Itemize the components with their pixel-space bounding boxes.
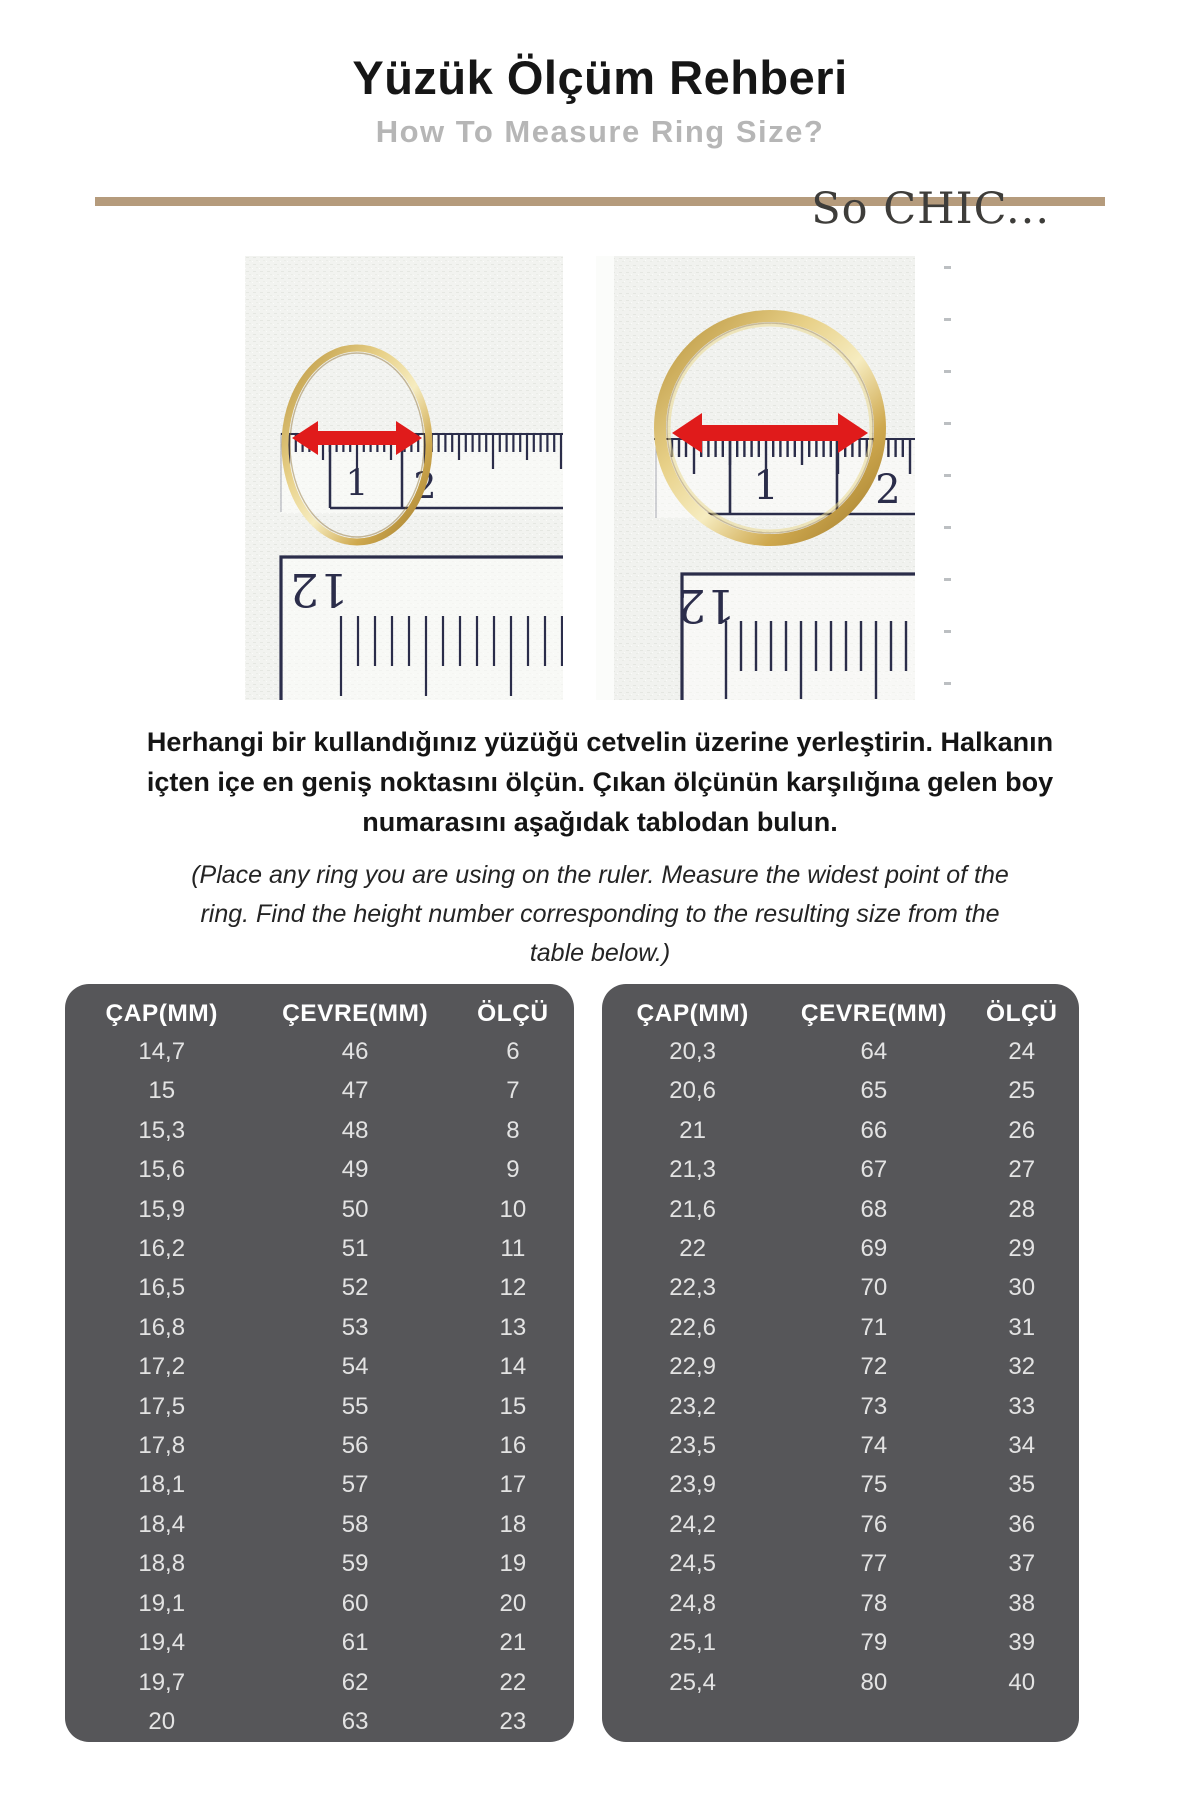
table-row — [602, 1544, 1079, 1583]
table-row — [602, 1268, 1079, 1307]
ruler-number: 1 — [753, 463, 779, 509]
table-header-row — [65, 984, 574, 1032]
table-cell: 46 — [341, 1038, 369, 1065]
table-row — [602, 1032, 1079, 1071]
table-cell: 18 — [499, 1510, 527, 1538]
table-row — [602, 1426, 1079, 1465]
table-row — [65, 1111, 574, 1150]
table-cell: 16 — [499, 1432, 527, 1460]
table-cell: 69 — [860, 1235, 888, 1263]
table-cell: 24,5 — [669, 1550, 716, 1578]
table-cell: 21 — [679, 1116, 706, 1144]
table-cell: 73 — [860, 1392, 888, 1420]
table-cell: 76 — [860, 1510, 888, 1538]
instruction-line: ring. Find the height number corresponding to the resulting size from the — [200, 900, 1000, 928]
table-cell: 30 — [1008, 1274, 1036, 1302]
table-cell: 7 — [506, 1077, 520, 1105]
table-cell: 56 — [341, 1432, 369, 1460]
table-cell: 16,2 — [138, 1235, 186, 1263]
ruler-number: 1 — [345, 463, 369, 505]
table-cell: 37 — [1008, 1550, 1036, 1578]
table-cell: 79 — [860, 1629, 888, 1657]
table-cell: 20,3 — [669, 1038, 716, 1065]
table-cell: 77 — [860, 1550, 888, 1578]
table-cell: 72 — [860, 1353, 888, 1381]
table-cell: 19,4 — [138, 1629, 186, 1657]
table-row — [602, 1229, 1079, 1268]
table-cell: 34 — [1008, 1432, 1036, 1460]
table-row — [602, 1150, 1079, 1189]
ring-photo-left — [245, 256, 563, 700]
dash-marks — [944, 266, 951, 696]
table-cell: 74 — [860, 1432, 888, 1460]
table-cell: 67 — [860, 1156, 888, 1184]
header-cevre: ÇEVRE(MM) — [282, 1000, 429, 1027]
header-cevre: ÇEVRE(MM) — [800, 1000, 947, 1027]
header-cap: ÇAP(MM) — [105, 1000, 218, 1027]
instruction-line: numarasını aşağıdak tablodan bulun. — [362, 807, 838, 837]
table-cell: 15,3 — [138, 1116, 186, 1144]
instruction-line: içten içe en geniş noktasını ölçün. Çıkan ölçünün karşılığına gelen boy — [146, 767, 1054, 797]
table-cell: 32 — [1008, 1353, 1036, 1381]
table-row — [602, 1347, 1079, 1386]
table-cell: 15,9 — [138, 1195, 186, 1223]
table-cell: 20,6 — [669, 1077, 716, 1105]
table-cell: 21,3 — [669, 1156, 716, 1184]
ring-photo-left-svg — [245, 256, 563, 700]
table-cell: 48 — [341, 1116, 369, 1144]
table-row — [65, 1663, 574, 1702]
table-cell: 25 — [1008, 1077, 1036, 1105]
table-cell: 35 — [1008, 1471, 1036, 1499]
table-row — [65, 1347, 574, 1386]
table-cell: 8 — [506, 1116, 520, 1144]
table-cell: 75 — [860, 1471, 888, 1499]
table-cell: 27 — [1008, 1156, 1036, 1184]
table-cell: 14,7 — [138, 1038, 186, 1065]
table-cell: 22 — [679, 1235, 706, 1263]
table-cell: 14 — [499, 1353, 527, 1381]
table-cell: 25,1 — [669, 1629, 716, 1657]
table-cell: 50 — [341, 1195, 369, 1223]
table-row — [65, 1150, 574, 1189]
table-row — [602, 1663, 1079, 1702]
table-row — [65, 1071, 574, 1110]
table-cell: 51 — [341, 1235, 369, 1263]
table-cell: 61 — [341, 1629, 369, 1657]
table-row — [602, 1623, 1079, 1662]
table-cell: 49 — [341, 1156, 369, 1184]
table-cell: 23,9 — [669, 1471, 716, 1499]
table-cell: 70 — [860, 1274, 888, 1302]
table-row — [602, 1111, 1079, 1150]
table-cell: 57 — [341, 1471, 369, 1499]
instruction-line: (Place any ring you are using on the ruler. Measure the widest point of the — [191, 861, 1009, 889]
table-cell: 26 — [1008, 1116, 1036, 1144]
table-cell: 6 — [506, 1038, 520, 1065]
table-cell: 52 — [341, 1274, 369, 1302]
table-cell: 22,9 — [669, 1353, 716, 1381]
table-cell: 24,8 — [669, 1589, 716, 1617]
table-row — [65, 1584, 574, 1623]
table-cell: 19,7 — [138, 1668, 186, 1696]
header-olcu: ÖLÇÜ — [477, 1000, 549, 1027]
size-table-left — [65, 984, 574, 1742]
table-cell: 21 — [499, 1629, 527, 1657]
table-row — [602, 1584, 1079, 1623]
table-row — [65, 1465, 574, 1504]
table-cell: 17 — [499, 1471, 527, 1499]
table-cell: 65 — [860, 1077, 888, 1105]
table-row — [602, 1465, 1079, 1504]
table-cell: 17,8 — [138, 1432, 186, 1460]
table-row — [65, 1308, 574, 1347]
table-cell: 36 — [1008, 1510, 1036, 1538]
table-cell: 17,5 — [138, 1392, 186, 1420]
table-cell: 25,4 — [669, 1668, 716, 1696]
table-cell: 59 — [341, 1550, 369, 1578]
table-cell: 71 — [860, 1313, 888, 1341]
table-row — [602, 1387, 1079, 1426]
table-cell: 47 — [341, 1077, 369, 1105]
ruler-number: 2 — [413, 466, 437, 508]
table-cell: 58 — [341, 1510, 369, 1538]
table-cell: 39 — [1008, 1629, 1036, 1657]
table-cell: 16,8 — [138, 1313, 186, 1341]
table-cell: 15 — [499, 1392, 527, 1420]
table-cell: 80 — [860, 1668, 888, 1696]
table-header-row — [602, 984, 1079, 1032]
table-cell: 23,5 — [669, 1432, 716, 1460]
table-cell: 55 — [341, 1392, 369, 1420]
table-cell: 9 — [506, 1156, 520, 1184]
table-cell: 23,2 — [669, 1392, 716, 1420]
table-cell: 19 — [499, 1550, 527, 1578]
table-row — [65, 1623, 574, 1662]
brand-logo: So CHIC... — [811, 184, 1050, 234]
table-cell: 62 — [341, 1668, 369, 1696]
instructions-english — [0, 856, 1200, 973]
table-cell: 66 — [860, 1116, 888, 1144]
table-cell: 17,2 — [138, 1353, 186, 1381]
table-cell: 24 — [1008, 1038, 1036, 1065]
table-row — [602, 1071, 1079, 1110]
header-cap: ÇAP(MM) — [636, 1000, 749, 1027]
table-cell: 12 — [499, 1274, 527, 1302]
table-cell: 38 — [1008, 1589, 1036, 1617]
table-cell: 23 — [499, 1707, 527, 1735]
table-row — [65, 1505, 574, 1544]
table-cell: 22,6 — [669, 1313, 716, 1341]
table-cell: 53 — [341, 1313, 369, 1341]
page-title: Yüzük Ölçüm Rehberi — [352, 51, 848, 104]
table-cell: 20 — [148, 1707, 176, 1735]
table-cell: 15,6 — [138, 1156, 186, 1184]
table-cell: 64 — [860, 1038, 888, 1065]
instruction-line: Herhangi bir kullandığınız yüzüğü cetvelin üzerine yerleştirin. Halkanın — [146, 727, 1054, 757]
table-cell: 20 — [499, 1589, 527, 1617]
table-row — [65, 1544, 574, 1583]
table-cell: 21,6 — [669, 1195, 716, 1223]
table-cell: 78 — [860, 1589, 888, 1617]
table-cell: 13 — [499, 1313, 527, 1341]
table-cell: 18,8 — [138, 1550, 186, 1578]
table-row — [602, 1308, 1079, 1347]
table-row — [65, 1229, 574, 1268]
table-cell: 19,1 — [138, 1589, 186, 1617]
table-cell: 60 — [341, 1589, 369, 1617]
size-table-right — [602, 984, 1079, 1742]
table-cell: 24,2 — [669, 1510, 716, 1538]
table-cell: 28 — [1008, 1195, 1036, 1223]
header-olcu: ÖLÇÜ — [986, 1000, 1058, 1027]
table-row — [65, 1032, 574, 1071]
table-row — [65, 1268, 574, 1307]
ring-photo-right-svg — [596, 256, 915, 700]
ring-photo-right — [596, 256, 915, 700]
table-cell: 15 — [148, 1077, 176, 1105]
table-cell: 10 — [499, 1195, 527, 1223]
table-cell: 22,3 — [669, 1274, 716, 1302]
table-row — [65, 1426, 574, 1465]
table-cell: 18,1 — [138, 1471, 186, 1499]
instruction-line: table below.) — [529, 939, 671, 967]
table-cell: 29 — [1008, 1235, 1036, 1263]
table-cell: 16,5 — [138, 1274, 186, 1302]
table-cell: 11 — [500, 1235, 526, 1263]
table-cell: 18,4 — [138, 1510, 186, 1538]
table-row — [65, 1387, 574, 1426]
ruler-number-12: 12 — [676, 579, 736, 633]
table-row — [65, 1702, 574, 1741]
table-cell: 40 — [1008, 1668, 1036, 1696]
ruler-number-12: 12 — [289, 563, 349, 617]
table-cell: 33 — [1008, 1392, 1036, 1420]
table-cell: 22 — [499, 1668, 527, 1696]
page-subtitle: How To Measure Ring Size? — [375, 114, 825, 149]
instructions-turkish — [0, 722, 1200, 842]
table-cell: 54 — [341, 1353, 369, 1381]
table-cell: 68 — [860, 1195, 888, 1223]
page-edge — [596, 256, 614, 700]
table-cell: 63 — [341, 1707, 369, 1735]
table-row — [602, 1190, 1079, 1229]
table-body — [65, 1032, 574, 1741]
ruler-number: 2 — [875, 467, 901, 513]
table-row — [65, 1190, 574, 1229]
table-row — [602, 1505, 1079, 1544]
table-cell: 31 — [1008, 1313, 1036, 1341]
table-body — [602, 1032, 1079, 1702]
